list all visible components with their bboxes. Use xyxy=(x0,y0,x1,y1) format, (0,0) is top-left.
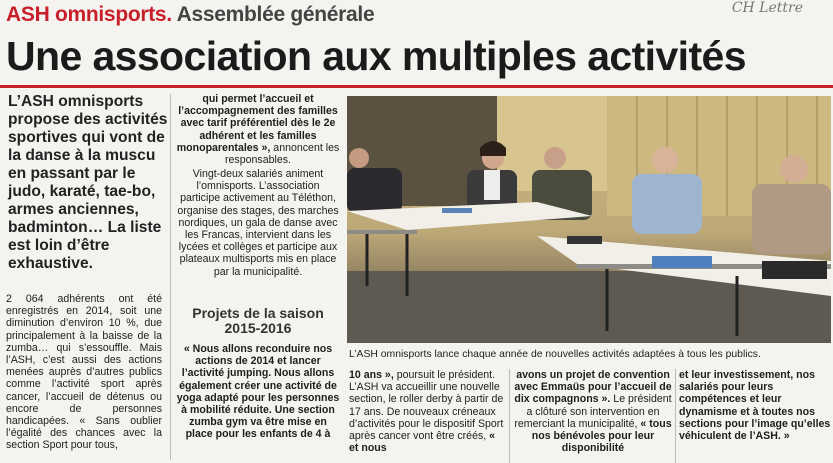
subject-label: Assemblée générale xyxy=(176,3,375,26)
page-title: Une association aux multiples activités xyxy=(6,33,746,79)
headline-rule xyxy=(0,85,833,88)
quote-end: 10 ans », xyxy=(349,369,394,381)
column-4-text: Le président a clôturé son intervention en remerciant la municipalité, xyxy=(514,393,672,430)
body-column-4 xyxy=(514,369,672,454)
lead-paragraph: L’ASH omnisports propose des activités sportives qui vont de la danse à la muscu en passant par le judo, karaté, tae-bo, armes anciennes, badminton… La liste est loin d’être exhaustive. xyxy=(8,93,168,272)
quote-text: avons un projet de convention avec Emmaüs pour l’accueil de dix compagnons ». xyxy=(514,369,672,406)
section-label: ASH omnisports. xyxy=(6,3,172,26)
quote-start: « et nous xyxy=(349,430,496,455)
body-column-2-quote xyxy=(176,93,340,166)
column-divider xyxy=(675,369,676,463)
article-photo xyxy=(347,96,831,343)
photo-caption: L’ASH omnisports lance chaque année de nouvelles activités adaptées à tous les publics. xyxy=(349,349,761,360)
column-divider xyxy=(170,94,171,460)
section-subheading: Projets de la saison 2015-2016 xyxy=(192,305,324,336)
handwritten-note: CH Lettre xyxy=(731,0,803,16)
quote-attribution: annoncent les responsables. xyxy=(225,141,340,167)
body-column-2-quote-b: « Nous allons reconduire nos actions de 2014 et lancer l’activité jumping. Nous allons également créer une activité de yoga adapté pour les personnes à mobilité réduite. Une section zumba gym va être mise en place pour les enfants de 4 à xyxy=(176,343,340,441)
quote-text: qui permet l’accueil et l’accompagnement des familles avec tarif préférentiel dès le 2e adhérent et les familles monoparentales », xyxy=(176,93,338,154)
photo-illustration xyxy=(347,96,831,343)
quote-start: « tous nos bénévoles pour leur disponibilité xyxy=(531,417,672,455)
article-kicker xyxy=(6,3,374,27)
column-3-text: poursuit le président. L’ASH va accueillir une nouvelle section, le roller derby à partir de 17 ans. De nouveaux créneaux d’activités pour le dispositif Sport après cancer vont être créés, xyxy=(349,369,504,443)
body-column-2: Vingt-deux salariés animent l’omnisports. L’association participe activement au Téléthon, organise des stages, des marches nordiques, un gala de danse avec les Francas, intervient dans les lycées et collèges et participe aux plateaux multisports mis en place par la municipalité. xyxy=(177,168,339,278)
column-divider xyxy=(509,369,510,463)
body-column-3 xyxy=(349,369,507,454)
body-column-5: et leur investissement, nos salariés pour leurs compétences et leur dynamisme et à toutes nos sections pour l’image qu’elles véhiculent de l’ASH. » xyxy=(679,369,831,443)
body-column-1: 2 064 adhérents ont été enregistrés en 2014, soit une diminution d’environ 10 %, due principalement à la baisse de la zumba… qui s’essouffle. Mais l’ASH, c’est aussi des actions menées auprès d’autres publics comme l’activité sport après cancer, l’accueil de détenus ou encore de personnes handicapées. « Sans oublier l’égalité des chances avec la section Sport pour tous, xyxy=(6,293,162,452)
